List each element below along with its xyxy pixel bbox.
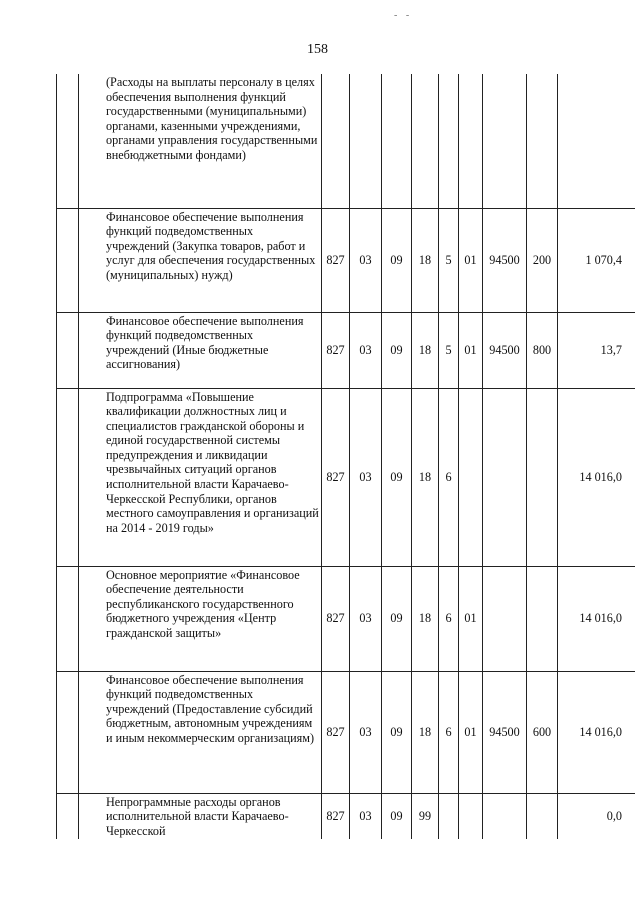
cell-program: 99 [412,793,439,839]
cell-program [412,74,439,208]
table-row [57,74,635,208]
row-index-cell [57,388,79,566]
cell-rz: 03 [350,566,382,671]
cell-sum: 14 016,0 [558,671,635,793]
cell-sum: 1 070,4 [558,208,635,312]
cell-ved: 827 [322,793,350,839]
row-name: Основное мероприятие «Финансовое обеспечение деятельности республиканского государственного бюджетного учреждения «Центр гражданской защиты» [79,566,322,671]
cell-pr: 09 [382,312,412,388]
cell-vr [527,388,558,566]
cell-direction [483,793,527,839]
cell-subprogram: 5 [439,208,459,312]
scan-marks: - - [394,10,413,21]
cell-event [459,388,483,566]
cell-event [459,74,483,208]
cell-event: 01 [459,208,483,312]
table-row [57,388,635,566]
cell-program: 18 [412,671,439,793]
row-name: Финансовое обеспечение выполнения функций подведомственных учреждений (Предоставление субсидий бюджетным, автономным учреждениям и иным некоммерческим организациям) [79,671,322,793]
table-row [57,566,635,671]
cell-subprogram: 6 [439,388,459,566]
table-row [57,793,635,839]
cell-ved: 827 [322,388,350,566]
cell-sum: 14 016,0 [558,388,635,566]
cell-direction [483,566,527,671]
cell-event: 01 [459,566,483,671]
budget-table [56,74,635,839]
row-index-cell [57,74,79,208]
row-index-cell [57,566,79,671]
row-index-cell [57,793,79,839]
cell-subprogram [439,74,459,208]
cell-program: 18 [412,208,439,312]
cell-subprogram: 5 [439,312,459,388]
cell-ved: 827 [322,208,350,312]
cell-rz: 03 [350,388,382,566]
cell-direction: 94500 [483,208,527,312]
cell-program: 18 [412,388,439,566]
cell-sum [558,74,635,208]
cell-rz: 03 [350,208,382,312]
row-name: Непрограммные расходы органов исполнительной власти Карачаево-Черкесской [79,793,322,839]
cell-rz: 03 [350,793,382,839]
cell-vr [527,74,558,208]
cell-direction [483,74,527,208]
cell-vr: 800 [527,312,558,388]
table-row [57,671,635,793]
row-index-cell [57,671,79,793]
cell-ved: 827 [322,566,350,671]
table-body [57,74,635,839]
cell-pr [382,74,412,208]
cell-ved: 827 [322,671,350,793]
table-row [57,208,635,312]
row-index-cell [57,312,79,388]
cell-event [459,793,483,839]
cell-pr: 09 [382,671,412,793]
row-name: Подпрограмма «Повышение квалификации должностных лиц и специалистов гражданской обороны и единой государственной системы предупреждения и ликвидации чрезвычайных ситуаций органов исполнительной власти Карачаево-Черкесской Республики, органов местного самоуправления и организаций на 2014 - 2019 годы» [79,388,322,566]
cell-direction: 94500 [483,671,527,793]
cell-pr: 09 [382,566,412,671]
cell-program: 18 [412,566,439,671]
cell-event: 01 [459,671,483,793]
cell-vr [527,793,558,839]
cell-rz [350,74,382,208]
cell-sum: 0,0 [558,793,635,839]
row-name: (Расходы на выплаты персоналу в целях обеспечения выполнения функций государственными (муниципальными) органами, казенными учреждениями, органами управления государственными внебюджетными фондами) [79,74,322,208]
table-row [57,312,635,388]
row-index-cell [57,208,79,312]
cell-program: 18 [412,312,439,388]
cell-event: 01 [459,312,483,388]
cell-vr [527,566,558,671]
cell-ved [322,74,350,208]
cell-pr: 09 [382,793,412,839]
cell-subprogram: 6 [439,671,459,793]
cell-subprogram [439,793,459,839]
row-name: Финансовое обеспечение выполнения функций подведомственных учреждений (Иные бюджетные ассигнования) [79,312,322,388]
cell-ved: 827 [322,312,350,388]
cell-pr: 09 [382,208,412,312]
cell-rz: 03 [350,671,382,793]
cell-vr: 200 [527,208,558,312]
cell-subprogram: 6 [439,566,459,671]
cell-rz: 03 [350,312,382,388]
cell-sum: 13,7 [558,312,635,388]
row-name: Финансовое обеспечение выполнения функций подведомственных учреждений (Закупка товаров, работ и услуг для обеспечения государственных (муниципальных) нужд) [79,208,322,312]
cell-pr: 09 [382,388,412,566]
cell-vr: 600 [527,671,558,793]
page-number: 158 [307,42,328,57]
cell-direction [483,388,527,566]
cell-sum: 14 016,0 [558,566,635,671]
cell-direction: 94500 [483,312,527,388]
